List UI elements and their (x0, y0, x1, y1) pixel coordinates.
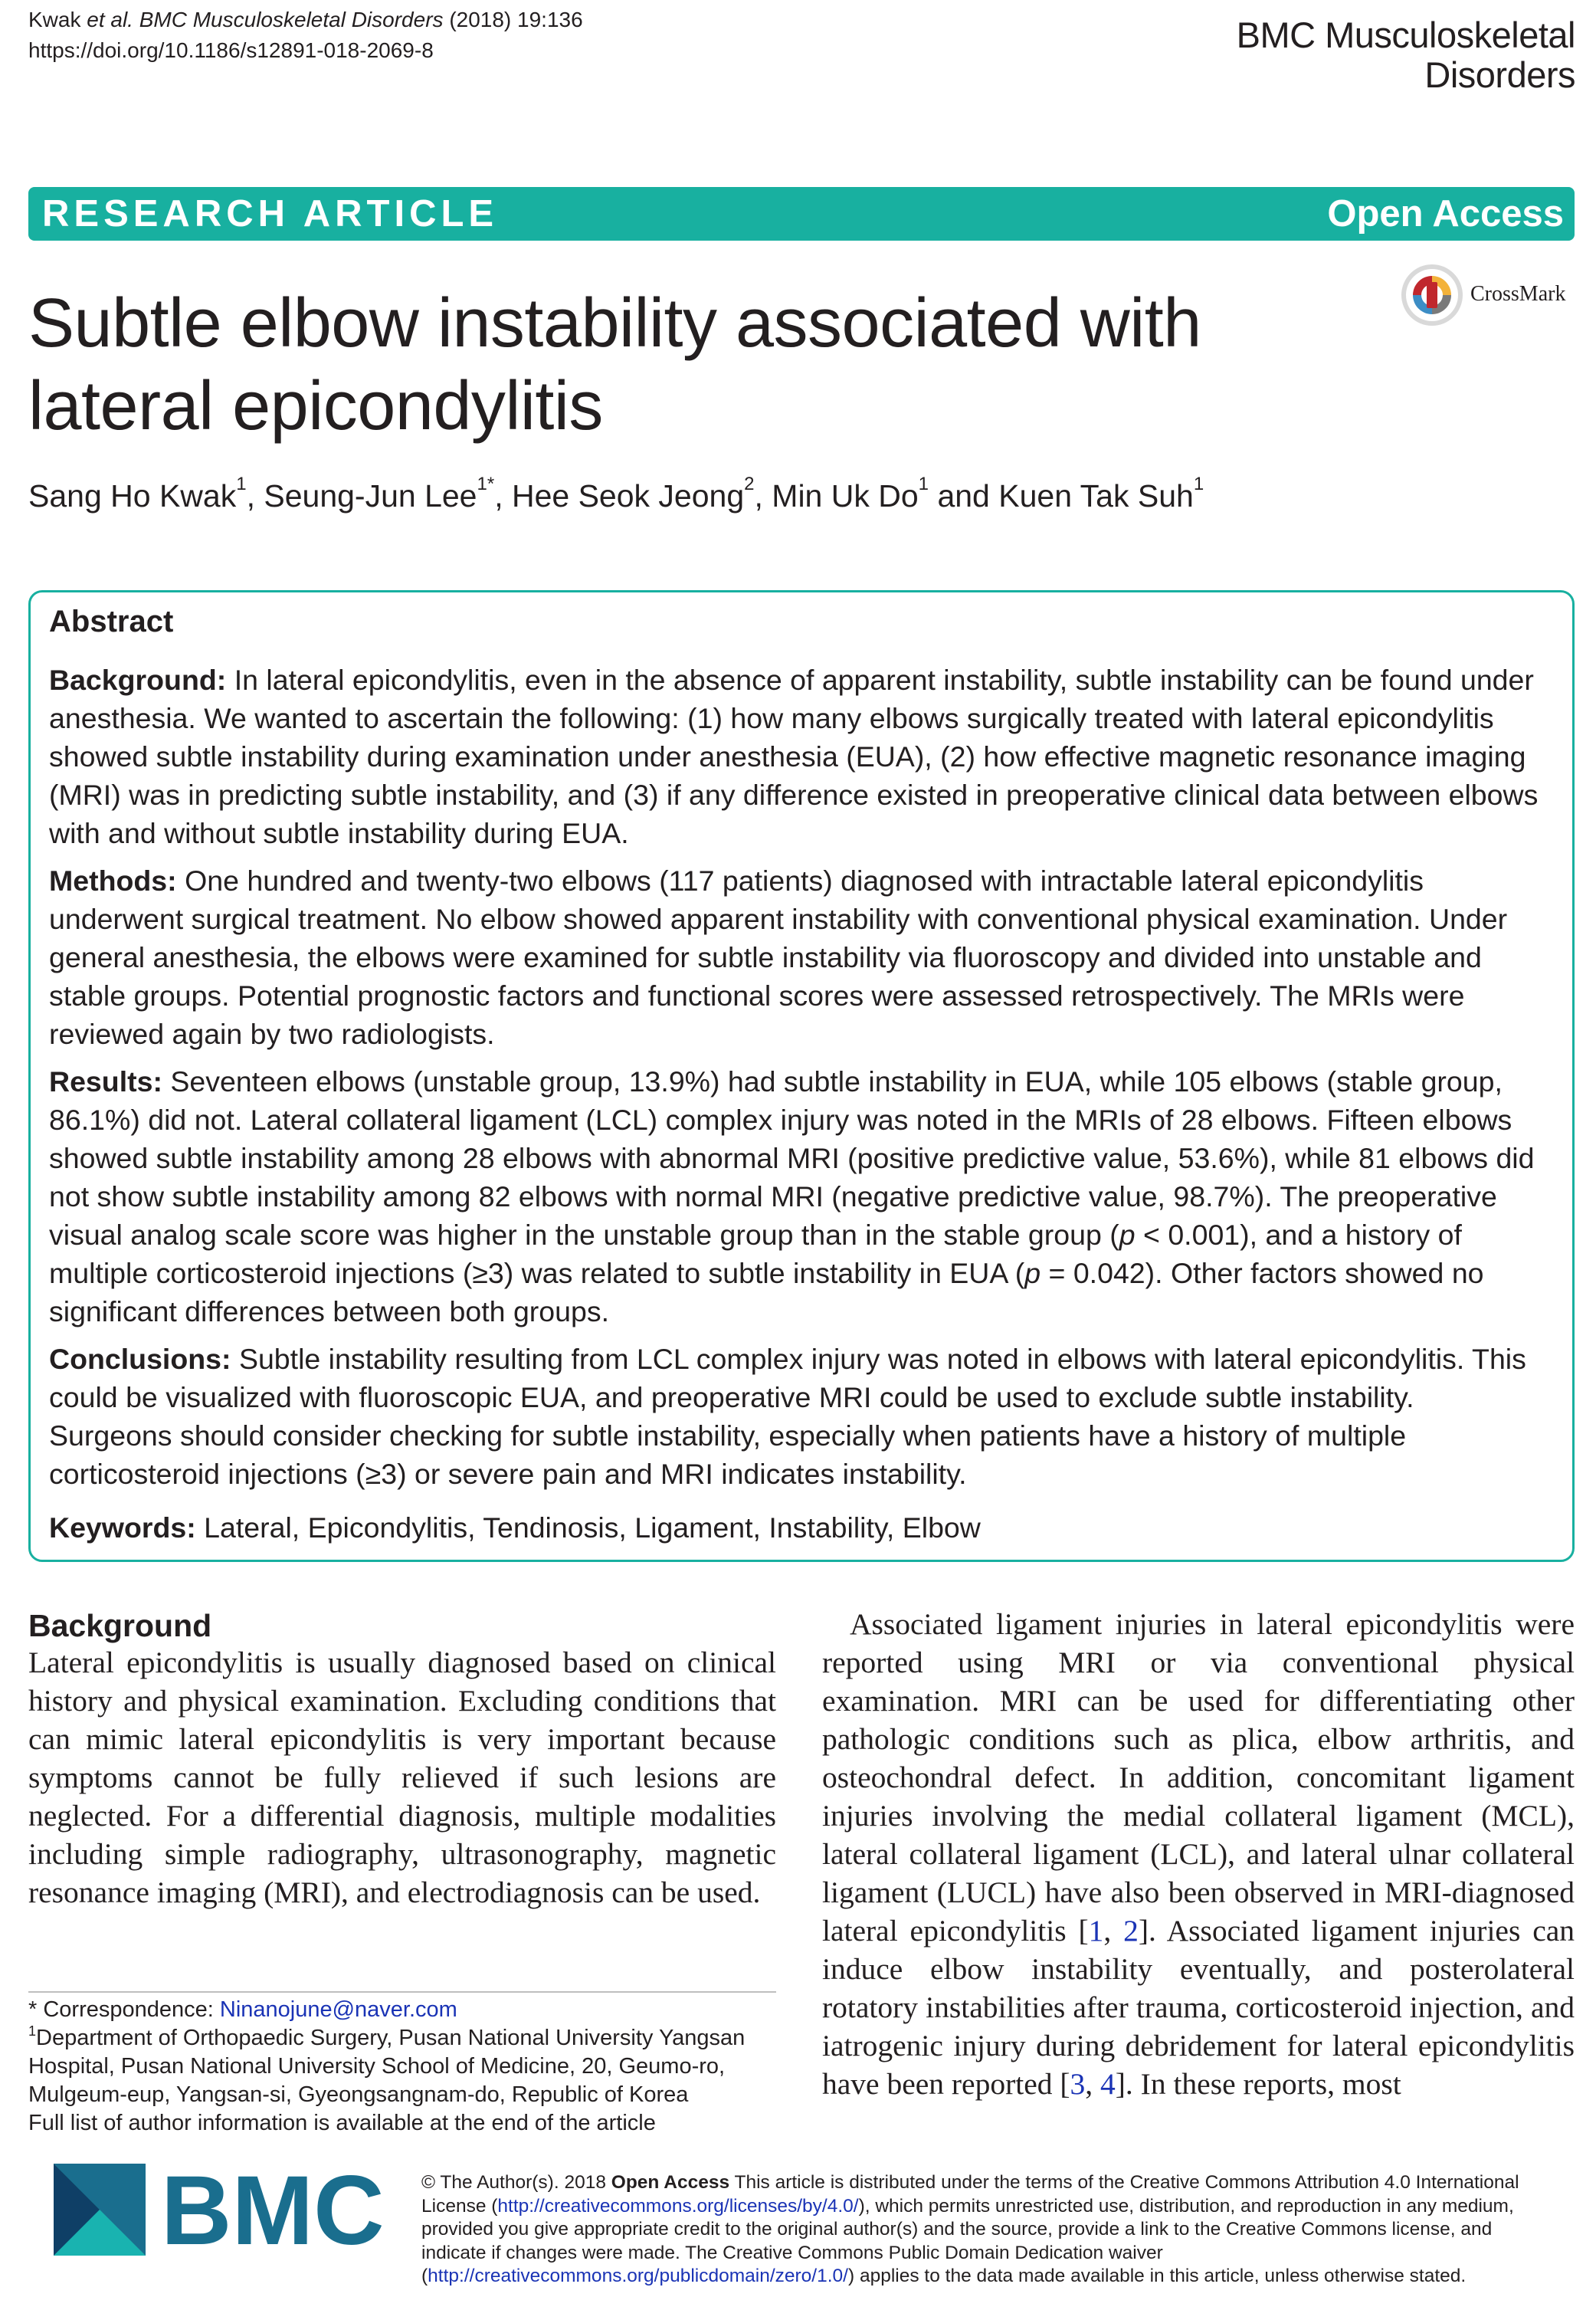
footnote (28, 1996, 776, 2138)
abstract-conclusions-label: Conclusions: (49, 1343, 231, 1375)
author-affiliation-mark: 1* (477, 474, 495, 494)
author-name: Seung-Jun Lee (264, 478, 477, 514)
article-title: Subtle elbow instability associated with lateral epicondylitis (28, 285, 1201, 445)
journal-name-line2: Disorders (1424, 54, 1575, 95)
abstract-methods (49, 861, 1543, 1053)
author-list: Sang Ho Kwak$^1$, Seung-Jun Lee$^{1*}$, Hee Seok Jeong$^2$, Min Uk Do$^1$ and Kuen Tak Suh$^1$ (28, 474, 1204, 514)
license-text: © The Author(s). 2018 (421, 2172, 611, 2193)
citation-link[interactable]: 4 (1100, 2067, 1116, 2101)
citation-volume: (2018) 19:136 (449, 8, 583, 31)
author-name: Min Uk Do (772, 478, 919, 514)
abstract-conclusions-text: Subtle instability resulting from LCL complex injury was noted in elbows with lateral epicondylitis. This could be visualized with fluoroscopic EUA, and preoperative MRI could be used to exclude subtle instability. Surgeons should consider checking for subtle instability, especially when patients have a history of multiple corticosteroid injections (≥3) or severe pain and MRI indicates instability. (49, 1343, 1526, 1490)
citation-line (28, 5, 583, 35)
author-name: Sang Ho Kwak (28, 478, 237, 514)
crossmark-label: CrossMark (1470, 282, 1566, 306)
body-text: ]. Associated ligament injuries can induce elbow instability eventually, and posterolateral rotatory instabilities after trauma, corticosteroid injection, and iatrogenic injury during debridement for lateral epicondylitis have been reported [ (822, 1914, 1575, 2101)
body-right-column (822, 1605, 1575, 2103)
crossmark-icon (1399, 261, 1468, 330)
open-access-label: Open Access (1327, 193, 1564, 235)
abstract-results-label: Results: (49, 1065, 162, 1098)
citation-link[interactable]: 2 (1123, 1914, 1139, 1948)
citation-link[interactable]: 1 (1088, 1914, 1104, 1948)
affiliation-text: Department of Orthopaedic Surgery, Pusan National University Yangsan Hospital, Pusan National University School of Medicine, 20, Geumo-ro, Mulgeum-eup, Yangsan-si, Gyeongsangnam-do, Republic of Korea (28, 2026, 746, 2107)
author-info-note: Full list of author information is available at the end of the article (28, 2111, 656, 2135)
author-name: Hee Seok Jeong (511, 478, 745, 514)
abstract-background-text: In lateral epicondylitis, even in the absence of apparent instability, subtle instability can be found under anesthesia. We wanted to ascertain the following: (1) how many elbows surgically treated with lateral epicondylitis showed subtle instability during examination under anesthesia (EUA), (2) how effective magnetic resonance imaging (MRI) was in predicting subtle instability, and (3) if any difference existed in preoperative clinical data between elbows with and without subtle instability during EUA. (49, 664, 1539, 849)
citation-link[interactable]: 3 (1070, 2067, 1086, 2101)
keywords-label: Keywords: (49, 1511, 196, 1544)
license-text: ), which permits unrestricted use, distribution, and reproduction in any medium, provided you give appropriate credit to the original author(s) and the source, provide a link to the Creative Commons license, and indicate if changes were made. The Creative Commons Public Domain Dedication waiver ( (421, 2195, 1514, 2286)
abstract-results-text: Seventeen elbows (unstable group, 13.9%) had subtle instability in EUA, while 105 elbows (stable group, 86.1%) did not. Lateral collateral ligament (LCL) complex injury was noted in the MRIs of 28 elbows. Fifteen elbows showed subtle instability among 28 elbows with abnormal MRI (positive predictive value, 53.6%), while 81 elbows did not show subtle instability among 82 elbows with normal MRI (negative predictive value, 98.7%). The preoperative visual analog scale score was higher in the unstable group than in the stable group ( (49, 1065, 1535, 1251)
abstract-keywords (49, 1508, 1543, 1547)
crossmark-badge[interactable] (1399, 261, 1591, 330)
body-text: Associated ligament injuries in lateral epicondylitis were reported using MRI or via conventional physical examination. MRI can be used for differentiating other pathologic conditions such as plica, elbow arthritis, and osteochondral defect. In addition, concomitant ligament injuries involving the medial collateral ligament (MCL), lateral collateral ligament (LCL), and lateral ulnar collateral ligament (LUCL) have also been observed in MRI-diagnosed lateral epicondylitis [ (822, 1607, 1575, 1948)
bmc-logo-text: BMC (161, 2160, 385, 2259)
abstract-results-text: = 0.042). Other factors showed no significant differences between both groups. (49, 1257, 1484, 1327)
citation-journal: BMC Musculoskeletal Disorders (139, 8, 444, 31)
affiliation-number: 1 (28, 2023, 37, 2039)
abstract-methods-text: One hundred and twenty-two elbows (117 patients) diagnosed with intractable lateral epicondylitis underwent surgical treatment. No elbow showed apparent instability with conventional physical examination. Under general anesthesia, the elbows were examined for subtle instability via fluoroscopy and divided into unstable and stable groups. Potential prognostic factors and functional scores were assessed retrospectively. The MRIs were reviewed again by two radiologists. (49, 865, 1508, 1050)
section-heading-background: Background (28, 1608, 212, 1643)
citation-authors: Kwak (28, 8, 81, 31)
journal-name-line1: BMC Musculoskeletal (1236, 15, 1575, 55)
abstract-results-text: < 0.001), and a history of multiple corticosteroid injections (≥3) was related to subtle instability in EUA ( (49, 1219, 1462, 1289)
author-affiliation-mark: 1 (1193, 474, 1204, 494)
bmc-logo (54, 2160, 391, 2259)
citation-separator: , (1085, 2067, 1101, 2101)
author-name: Kuen Tak Suh (998, 478, 1194, 514)
correspondence-line (28, 1996, 776, 2024)
citation-etal: et al. (87, 8, 133, 31)
abstract-background (49, 661, 1543, 852)
public-domain-link[interactable]: http://creativecommons.org/publicdomain/zero/1.0/ (428, 2266, 848, 2286)
citation-separator: , (1103, 1914, 1124, 1948)
correspondence-label: * Correspondence: (28, 1997, 220, 2022)
affiliation-line (28, 2024, 776, 2109)
license-text: ) applies to the data made available in this article, unless otherwise stated. (847, 2266, 1467, 2286)
abstract-conclusions (49, 1340, 1543, 1493)
abstract-methods-label: Methods: (49, 865, 177, 897)
body-left-column: Lateral epicondylitis is usually diagnosed based on clinical history and physical examination. Excluding conditions that can mimic lateral epicondylitis is very important because symptoms cannot be fully relieved if such lesions are neglected. For a differential diagnosis, multiple modalities including simple radiography, ultrasonography, magnetic resonance imaging (MRI), and electrodiagnosis can be used. (28, 1646, 776, 1909)
license-link[interactable]: http://creativecommons.org/licenses/by/4.0/ (497, 2195, 859, 2217)
author-affiliation-mark: 2 (744, 474, 755, 494)
p-symbol: p (1024, 1257, 1041, 1289)
doi-link[interactable]: https://doi.org/10.1186/s12891-018-2069-8 (28, 38, 434, 62)
p-symbol: p (1119, 1219, 1136, 1251)
correspondence-email-link[interactable]: Ninanojune@naver.com (219, 1997, 457, 2022)
article-type-label: RESEARCH ARTICLE (42, 193, 499, 235)
keywords-text: Lateral, Epicondylitis, Tendinosis, Ligament, Instability, Elbow (204, 1511, 981, 1544)
author-affiliation-mark: 1 (236, 474, 247, 494)
body-text: ]. In these reports, most (1115, 2067, 1401, 2101)
license-text: This article is distributed under the terms of the Creative Commons Attribution 4.0 International License ( (421, 2172, 1519, 2217)
bmc-logo-mark-icon (54, 2160, 391, 2259)
running-header (28, 5, 583, 66)
abstract-heading: Abstract (49, 605, 174, 638)
footnote-divider (28, 1991, 776, 1993)
author-affiliation-mark: 1 (918, 474, 929, 494)
journal-name (1237, 15, 1575, 95)
license-open-access: Open Access (611, 2172, 730, 2193)
abstract-results (49, 1062, 1543, 1331)
abstract-background-label: Background: (49, 664, 227, 696)
authors-and: and (937, 478, 990, 514)
license-notice (421, 2171, 1555, 2289)
